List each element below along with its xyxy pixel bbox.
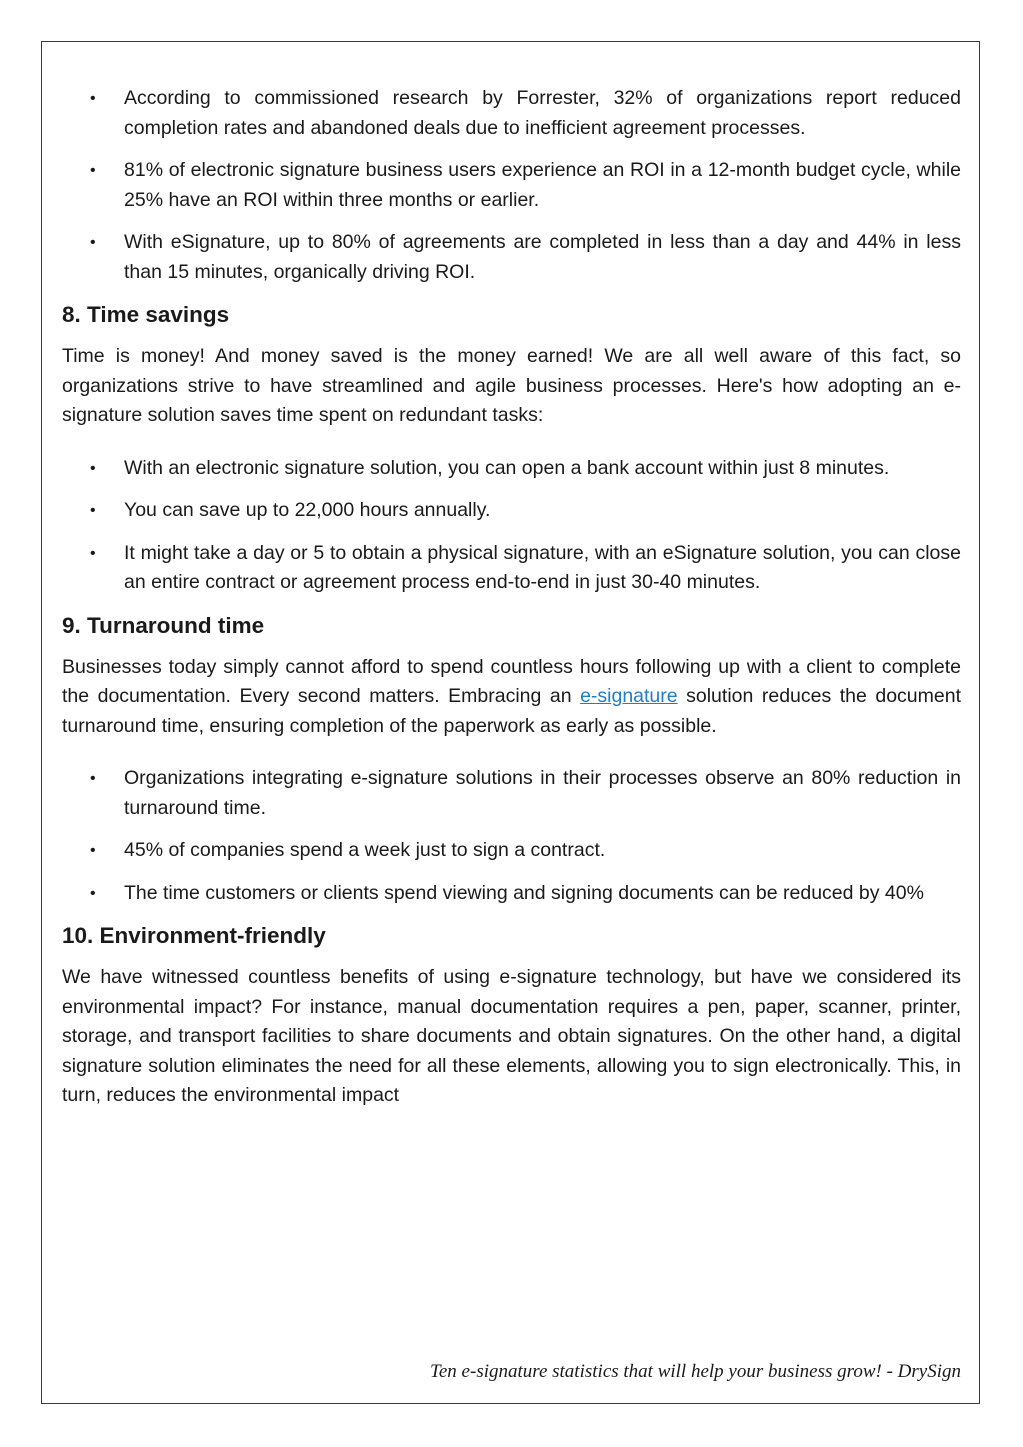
section-time-savings bbox=[62, 300, 961, 598]
list-item: • It might take a day or 5 to obtain a physical signature, with an eSignature solution, you can close an entire contract or agreement process end-to-end in just 30-40 minutes. bbox=[62, 539, 961, 598]
list-item: • With an electronic signature solution, you can open a bank account within just 8 minutes. bbox=[62, 454, 961, 484]
list-item: • You can save up to 22,000 hours annually. bbox=[62, 496, 961, 526]
time-savings-bullet-list bbox=[62, 454, 961, 598]
e-signature-link[interactable]: e-signature bbox=[580, 685, 678, 707]
list-item: • The time customers or clients spend viewing and signing documents can be reduced by 40% bbox=[62, 879, 961, 909]
list-item: • With eSignature, up to 80% of agreements are completed in less than a day and 44% in less than 15 minutes, organically driving ROI. bbox=[62, 228, 961, 287]
paragraph-text: solution reduces the document turnaround time, ensuring completion of the paperwork as early as possible. bbox=[62, 685, 961, 737]
section-paragraph: We have witnessed countless benefits of using e-signature technology, but have we considered its environmental impact? For instance, manual documentation requires a pen, paper, scanner, printer, storage, and transport facilities to share documents and obtain signatures. On the other hand, a digital signature solution eliminates the need for all these elements, allowing you to sign electronically. This, in turn, reduces the environmental impact bbox=[62, 966, 961, 1106]
section-paragraph: Time is money! And money saved is the money earned! We are all well aware of this fact, so organizations strive to have streamlined and agile business processes. Here's how adopting an e-signature solution saves time spent on redundant tasks: bbox=[62, 345, 961, 426]
list-item: • 81% of electronic signature business users experience an ROI in a 12-month budget cycle, while 25% have an ROI within three months or earlier. bbox=[62, 156, 961, 215]
list-item: • 45% of companies spend a week just to sign a contract. bbox=[62, 836, 961, 866]
document-body bbox=[62, 84, 961, 1111]
list-item: • According to commissioned research by Forrester, 32% of organizations report reduced completion rates and abandoned deals due to inefficient agreement processes. bbox=[62, 84, 961, 143]
section-paragraph bbox=[62, 653, 961, 742]
page-footer: Ten e-signature statistics that will help your business grow! - DrySign bbox=[430, 1361, 961, 1382]
list-item: • Organizations integrating e-signature solutions in their processes observe an 80% reduction in turnaround time. bbox=[62, 764, 961, 823]
section-environment-friendly bbox=[62, 921, 961, 1111]
paragraph-text: Businesses today simply cannot afford to spend countless hours following up with a client to complete the documentation. Every second matters. Embracing an bbox=[62, 655, 961, 707]
section-heading: 10. Environment-friendly bbox=[62, 923, 326, 948]
section-heading: 8. Time savings bbox=[62, 302, 230, 327]
intro-bullet-list bbox=[62, 84, 961, 287]
turnaround-bullet-list bbox=[62, 764, 961, 908]
section-heading: 9. Turnaround time bbox=[62, 612, 265, 638]
section-turnaround-time bbox=[62, 611, 961, 909]
